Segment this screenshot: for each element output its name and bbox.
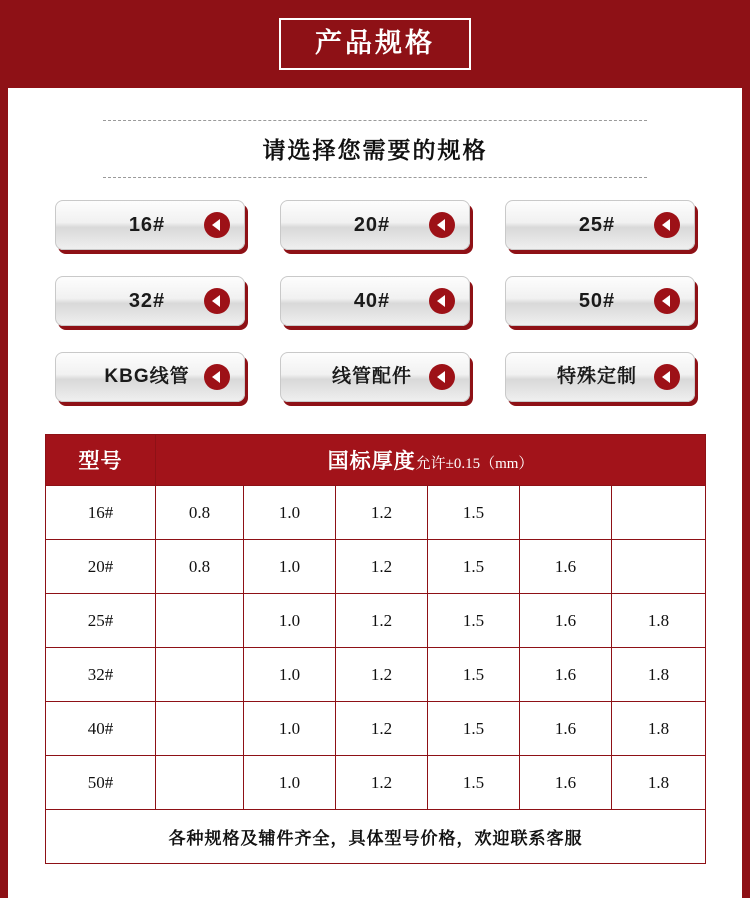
spec-button-label: 特殊定制: [556, 366, 637, 387]
cell-value: 1.8: [612, 648, 706, 702]
cell-value: 1.2: [336, 540, 428, 594]
cell-model: 50#: [46, 756, 156, 810]
spec-button-20[interactable]: [280, 200, 470, 250]
cell-value: 1.0: [244, 486, 336, 540]
cell-value: 1.0: [244, 702, 336, 756]
cell-value: 1.2: [336, 756, 428, 810]
cell-model: 40#: [46, 702, 156, 756]
cell-model: 32#: [46, 648, 156, 702]
cell-value: [156, 594, 244, 648]
cell-value: 1.0: [244, 756, 336, 810]
cell-value: 1.5: [428, 594, 520, 648]
page-title: 产品规格: [315, 28, 435, 58]
cell-value: [156, 648, 244, 702]
cell-value: [612, 540, 706, 594]
spec-button-label: 32#: [128, 290, 166, 312]
spec-button-label: 20#: [353, 214, 391, 236]
cell-value: [520, 486, 612, 540]
table-row: [46, 648, 706, 702]
spec-button-label: KBG线管: [104, 366, 190, 387]
cell-value: 1.8: [612, 594, 706, 648]
cell-value: [156, 702, 244, 756]
cell-value: 1.0: [244, 540, 336, 594]
spec-button-kbg-conduit[interactable]: [55, 352, 245, 402]
cell-value: 1.5: [428, 648, 520, 702]
cell-value: 1.2: [336, 594, 428, 648]
spec-button-25[interactable]: [505, 200, 695, 250]
spec-button-label: 25#: [578, 214, 616, 236]
table-row: [46, 702, 706, 756]
divider-bottom: [103, 177, 647, 178]
play-arrow-icon: [204, 212, 230, 238]
cell-value: 0.8: [156, 540, 244, 594]
spec-button-label: 线管配件: [331, 366, 412, 387]
subtitle-text: 请选择您需要的规格: [262, 137, 488, 163]
cell-value: 1.0: [244, 648, 336, 702]
bottom-spacer: [0, 898, 750, 906]
cell-value: 1.2: [336, 486, 428, 540]
cell-model: 25#: [46, 594, 156, 648]
play-arrow-icon: [204, 288, 230, 314]
cell-value: [156, 756, 244, 810]
spec-button-custom-made[interactable]: [505, 352, 695, 402]
play-arrow-icon: [654, 288, 680, 314]
table-note: 各种规格及辅件齐全，具体型号价格，欢迎联系客服: [46, 810, 706, 864]
table-header-row: [46, 435, 706, 486]
cell-value: 1.0: [244, 594, 336, 648]
cell-value: 1.5: [428, 540, 520, 594]
play-arrow-icon: [429, 212, 455, 238]
spec-button-40[interactable]: [280, 276, 470, 326]
play-arrow-icon: [429, 288, 455, 314]
play-arrow-icon: [654, 212, 680, 238]
spec-button-conduit-accessories[interactable]: [280, 352, 470, 402]
play-arrow-icon: [204, 364, 230, 390]
table-note-row: [46, 810, 706, 864]
header-banner: [0, 0, 750, 88]
table-row: [46, 486, 706, 540]
cell-value: 1.8: [612, 702, 706, 756]
subtitle-section: [8, 120, 742, 178]
spec-table: [45, 434, 706, 864]
spec-button-50[interactable]: [505, 276, 695, 326]
spec-button-label: 50#: [578, 290, 616, 312]
spec-table-wrap: [45, 434, 705, 864]
header-title-box: [279, 18, 471, 70]
spec-button-label: 16#: [128, 214, 166, 236]
spec-button-32[interactable]: [55, 276, 245, 326]
cell-value: 1.8: [612, 756, 706, 810]
spec-button-grid: [55, 200, 695, 428]
cell-value: 1.2: [336, 648, 428, 702]
cell-value: 1.6: [520, 648, 612, 702]
table-row: [46, 756, 706, 810]
spec-button-label: 40#: [353, 290, 391, 312]
cell-value: 1.2: [336, 702, 428, 756]
play-arrow-icon: [429, 364, 455, 390]
table-header-thickness-sub: 允许±0.15（mm）: [415, 456, 534, 472]
cell-value: 1.5: [428, 756, 520, 810]
spec-button-16[interactable]: [55, 200, 245, 250]
table-header-model: 型号: [46, 435, 156, 486]
cell-model: 16#: [46, 486, 156, 540]
table-row: [46, 594, 706, 648]
play-arrow-icon: [654, 364, 680, 390]
table-row: [46, 540, 706, 594]
table-header-thickness-main: 国标厚度: [327, 449, 416, 473]
cell-value: 1.5: [428, 486, 520, 540]
table-header-thickness: [156, 435, 706, 486]
cell-value: 1.5: [428, 702, 520, 756]
cell-value: 1.6: [520, 540, 612, 594]
cell-model: 20#: [46, 540, 156, 594]
cell-value: 0.8: [156, 486, 244, 540]
cell-value: 1.6: [520, 594, 612, 648]
cell-value: 1.6: [520, 702, 612, 756]
cell-value: [612, 486, 706, 540]
cell-value: 1.6: [520, 756, 612, 810]
